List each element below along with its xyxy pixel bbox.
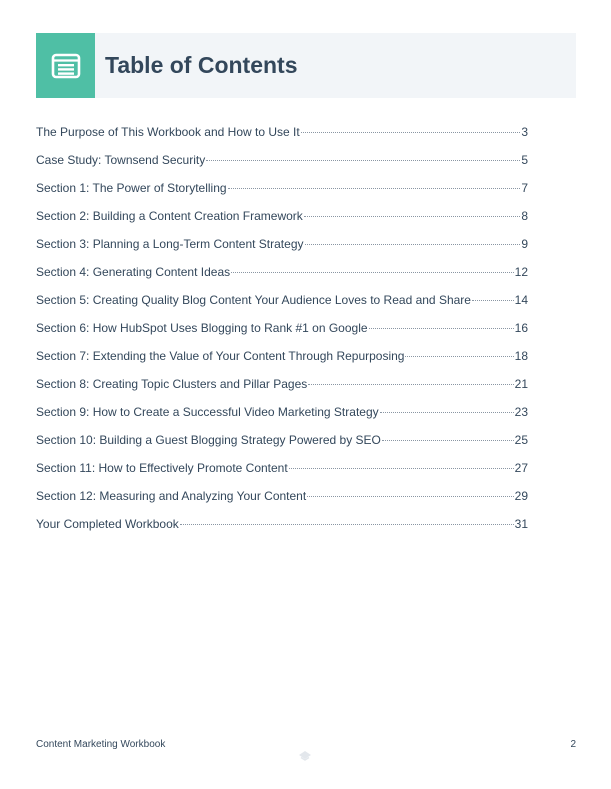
toc-entry-label: Section 12: Measuring and Analyzing Your Content <box>36 489 307 503</box>
toc-entry-label: Section 10: Building a Guest Blogging Strategy Powered by SEO <box>36 433 381 447</box>
toc-dot-leader <box>180 524 514 525</box>
toc-dot-leader <box>301 132 521 133</box>
toc-entry-label: Case Study: Townsend Security <box>36 153 206 167</box>
page-header <box>36 33 576 98</box>
toc-dot-leader <box>380 412 514 413</box>
toc-entry-label: Section 4: Generating Content Ideas <box>36 265 231 279</box>
toc-entry-label: The Purpose of This Workbook and How to Use It <box>36 125 300 139</box>
toc-entry-page: 31 <box>514 517 528 531</box>
toc-entry-label: Section 1: The Power of Storytelling <box>36 181 227 195</box>
toc-entry[interactable] <box>36 517 528 545</box>
toc-dot-leader <box>206 160 520 161</box>
toc-entry[interactable] <box>36 433 528 461</box>
document-list-icon <box>51 53 81 79</box>
toc-dot-leader <box>228 188 521 189</box>
footer-page-number: 2 <box>570 739 576 750</box>
toc-entry-page: 23 <box>514 405 528 419</box>
toc-dot-leader <box>382 440 514 441</box>
toc-entry[interactable] <box>36 349 528 377</box>
toc-entry[interactable] <box>36 153 528 181</box>
header-icon-box <box>36 33 95 98</box>
toc-dot-leader <box>308 384 513 385</box>
toc-dot-leader <box>369 328 514 329</box>
toc-dot-leader <box>405 356 513 357</box>
toc-entry[interactable] <box>36 125 528 153</box>
toc-entry-page: 25 <box>514 433 528 447</box>
table-of-contents <box>36 125 528 545</box>
toc-entry-page: 12 <box>514 265 528 279</box>
toc-entry[interactable] <box>36 265 528 293</box>
page-title: Table of Contents <box>105 52 298 78</box>
toc-entry-label: Section 6: How HubSpot Uses Blogging to Rank #1 on Google <box>36 321 368 335</box>
toc-dot-leader <box>472 300 514 301</box>
toc-entry-label: Section 9: How to Create a Successful Video Marketing Strategy <box>36 405 379 419</box>
toc-entry-page: 14 <box>514 293 528 307</box>
toc-entry-page: 16 <box>514 321 528 335</box>
toc-entry[interactable] <box>36 461 528 489</box>
toc-entry-page: 5 <box>521 153 528 167</box>
sprocket-logo-icon <box>297 749 313 763</box>
toc-entry-label: Your Completed Workbook <box>36 517 179 531</box>
toc-entry[interactable] <box>36 237 528 265</box>
toc-entry-label: Section 3: Planning a Long-Term Content Strategy <box>36 237 304 251</box>
toc-dot-leader <box>307 496 513 497</box>
toc-entry-label: Section 7: Extending the Value of Your Content Through Repurposing <box>36 349 405 363</box>
toc-dot-leader <box>231 272 514 273</box>
toc-entry[interactable] <box>36 489 528 517</box>
toc-entry-label: Section 11: How to Effectively Promote Content <box>36 461 288 475</box>
toc-dot-leader <box>305 244 521 245</box>
toc-entry-page: 3 <box>521 125 528 139</box>
toc-entry[interactable] <box>36 321 528 349</box>
toc-entry-page: 27 <box>514 461 528 475</box>
toc-entry-page: 21 <box>514 377 528 391</box>
toc-entry[interactable] <box>36 405 528 433</box>
toc-entry[interactable] <box>36 181 528 209</box>
toc-entry-page: 7 <box>521 181 528 195</box>
toc-entry-label: Section 8: Creating Topic Clusters and Pillar Pages <box>36 377 308 391</box>
toc-entry[interactable] <box>36 209 528 237</box>
toc-entry-page: 18 <box>514 349 528 363</box>
toc-entry-label: Section 2: Building a Content Creation Framework <box>36 209 303 223</box>
toc-entry-page: 9 <box>521 237 528 251</box>
toc-entry-page: 29 <box>514 489 528 503</box>
toc-entry-label: Section 5: Creating Quality Blog Content Your Audience Loves to Read and Share <box>36 293 471 307</box>
toc-dot-leader <box>289 468 514 469</box>
footer-document-title: Content Marketing Workbook <box>36 739 166 750</box>
toc-entry-page: 8 <box>521 209 528 223</box>
toc-entry[interactable] <box>36 293 528 321</box>
toc-dot-leader <box>304 216 521 217</box>
toc-entry[interactable] <box>36 377 528 405</box>
